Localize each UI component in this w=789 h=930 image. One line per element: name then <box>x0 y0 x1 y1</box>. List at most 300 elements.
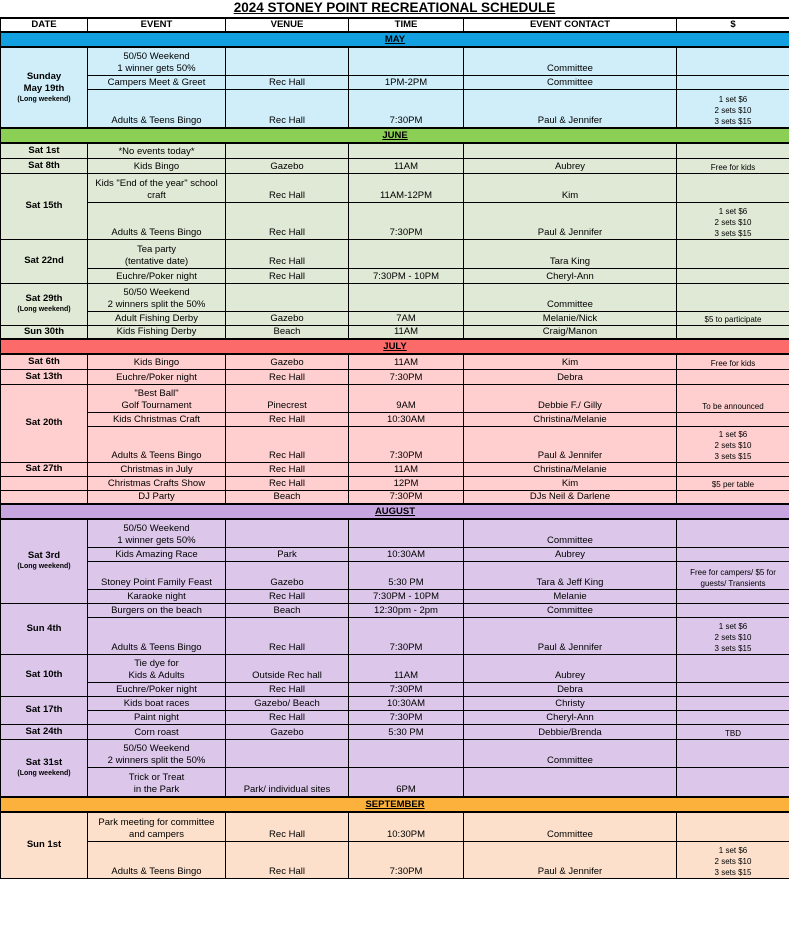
price-cell <box>677 173 789 202</box>
schedule-row <box>1 767 789 797</box>
price-cell: Free for kids <box>677 158 789 173</box>
month-header-row <box>1 797 789 812</box>
schedule-row <box>1 369 789 384</box>
event-cell <box>88 519 226 547</box>
time-cell: 7:30PM - 10PM <box>349 268 464 283</box>
date-cell <box>1 354 88 369</box>
time-cell <box>349 143 464 158</box>
contact-cell: Committee <box>464 603 677 617</box>
contact-cell: Paul & Jennifer <box>464 426 677 462</box>
long-weekend-note: (Long weekend) <box>17 563 71 571</box>
contact-cell <box>464 767 677 797</box>
event-cell: Euchre/Poker night <box>88 369 226 384</box>
cell-line: May 19th <box>23 82 65 94</box>
event-cell: Euchre/Poker night <box>88 682 226 696</box>
time-cell: 7:30PM <box>349 490 464 504</box>
time-cell <box>349 47 464 75</box>
date-cell <box>1 812 88 878</box>
cell-line: 1 set $6 <box>718 95 748 104</box>
schedule-row <box>1 283 789 311</box>
event-cell: Paint night <box>88 710 226 724</box>
date-cell <box>1 158 88 173</box>
contact-cell: Paul & Jennifer <box>464 617 677 654</box>
venue-cell: Gazebo <box>226 354 349 369</box>
event-cell <box>88 812 226 841</box>
event-cell: Karaoke night <box>88 589 226 603</box>
date-label: Sat 15th <box>25 200 63 211</box>
cell-line: Kids "End of the year" school <box>95 177 218 189</box>
date-label: Sat 29th <box>25 293 63 304</box>
schedule-title: 2024 STONEY POINT RECREATIONAL SCHEDULE <box>233 0 556 15</box>
contact-cell: Kim <box>464 354 677 369</box>
venue-cell: Rec Hall <box>226 589 349 603</box>
price-cell <box>677 143 789 158</box>
venue-cell: Rec Hall <box>226 462 349 476</box>
event-cell: Kids Christmas Craft <box>88 412 226 426</box>
venue-cell: Gazebo <box>226 311 349 325</box>
cell-line: Trick or Treat <box>128 772 185 783</box>
date-cell <box>1 603 88 654</box>
cell-line: 2 sets $10 <box>714 106 752 115</box>
time-cell: 7:30PM <box>349 202 464 239</box>
month-header-row <box>1 504 789 519</box>
price-cell <box>677 812 789 841</box>
schedule-row <box>1 476 789 490</box>
schedule-row <box>1 202 789 239</box>
date-label: Sat 1st <box>28 144 60 156</box>
time-cell: 10:30AM <box>349 547 464 561</box>
cell-line: 2 sets $10 <box>714 440 752 450</box>
price-cell <box>677 268 789 283</box>
event-cell <box>88 654 226 682</box>
contact-cell: Debra <box>464 369 677 384</box>
cell-line: guests/ Transients <box>700 578 766 588</box>
cell-line: Kids & Adults <box>128 669 185 681</box>
schedule-row <box>1 268 789 283</box>
event-cell: Burgers on the beach <box>88 603 226 617</box>
event-cell: Christmas in July <box>88 462 226 476</box>
time-cell: 10:30PM <box>349 812 464 841</box>
schedule-row <box>1 412 789 426</box>
date-cell <box>1 654 88 696</box>
date-label: Sat 27th <box>25 463 63 474</box>
venue-cell: Park/ individual sites <box>226 767 349 797</box>
contact-cell: Tara King <box>464 239 677 268</box>
date-label: Sat 20th <box>25 417 63 428</box>
price-cell: $5 per table <box>677 476 789 490</box>
venue-cell: Rec Hall <box>226 75 349 89</box>
time-cell: 7:30PM <box>349 841 464 878</box>
venue-cell: Rec Hall <box>226 268 349 283</box>
price-cell: TBD <box>677 724 789 739</box>
schedule-row <box>1 239 789 268</box>
schedule-row <box>1 354 789 369</box>
cell-line: 1 winner gets 50% <box>117 62 196 74</box>
venue-cell <box>226 519 349 547</box>
venue-cell: Gazebo/ Beach <box>226 696 349 710</box>
event-cell: Christmas Crafts Show <box>88 476 226 490</box>
date-cell <box>1 490 88 504</box>
schedule-row <box>1 384 789 412</box>
event-cell: Adults & Teens Bingo <box>88 617 226 654</box>
schedule-row <box>1 426 789 462</box>
price-cell <box>677 589 789 603</box>
date-cell <box>1 283 88 325</box>
date-label: Sat 17th <box>25 704 63 715</box>
cell-line: 1 set $6 <box>718 429 748 439</box>
event-cell <box>88 47 226 75</box>
venue-cell: Beach <box>226 325 349 339</box>
schedule-row <box>1 47 789 75</box>
contact-cell: Melanie/Nick <box>464 311 677 325</box>
event-cell: Kids Bingo <box>88 158 226 173</box>
event-cell: Adult Fishing Derby <box>88 311 226 325</box>
month-header: MAY <box>1 32 789 47</box>
cell-line: 3 sets $15 <box>714 867 752 877</box>
price-cell <box>677 426 789 462</box>
column-header-event: EVENT <box>88 18 226 32</box>
price-cell <box>677 490 789 504</box>
date-label: Sat 22nd <box>24 255 64 266</box>
price-cell <box>677 325 789 339</box>
cell-line: 1 set $6 <box>718 621 748 631</box>
time-cell: 5:30 PM <box>349 561 464 589</box>
date-label: Sun 4th <box>26 622 62 634</box>
date-label: Sun 30th <box>23 325 65 337</box>
date-label: Sat 3rd <box>27 550 61 562</box>
price-cell <box>677 89 789 128</box>
month-header-row <box>1 339 789 354</box>
venue-cell: Rec Hall <box>226 841 349 878</box>
contact-cell: Committee <box>464 812 677 841</box>
long-weekend-note: (Long weekend) <box>17 306 71 313</box>
time-cell: 7:30PM - 10PM <box>349 589 464 603</box>
event-cell <box>88 384 226 412</box>
long-weekend-note: (Long weekend) <box>17 95 71 103</box>
event-cell: Adults & Teens Bingo <box>88 426 226 462</box>
date-label: Sat 31st <box>25 756 63 768</box>
long-weekend-note: (Long weekend) <box>17 769 71 777</box>
date-cell <box>1 462 88 476</box>
date-cell <box>1 173 88 239</box>
time-cell: 1PM-2PM <box>349 75 464 89</box>
time-cell <box>349 239 464 268</box>
cell-line: Tie dye for <box>134 657 179 669</box>
time-cell: 7:30PM <box>349 426 464 462</box>
time-cell: 11AM <box>349 158 464 173</box>
price-cell <box>677 75 789 89</box>
price-cell <box>677 767 789 797</box>
schedule-row <box>1 519 789 547</box>
cell-line: 2 sets $10 <box>714 856 752 866</box>
time-cell: 7:30PM <box>349 617 464 654</box>
time-cell <box>349 519 464 547</box>
venue-cell: Rec Hall <box>226 617 349 654</box>
schedule-row <box>1 724 789 739</box>
price-cell: Free for kids <box>677 354 789 369</box>
time-cell: 11AM <box>349 325 464 339</box>
event-cell <box>88 739 226 767</box>
column-header-price: $ <box>677 18 789 32</box>
price-cell <box>677 369 789 384</box>
schedule-row <box>1 158 789 173</box>
cell-line: and campers <box>129 828 184 840</box>
contact-cell: Christy <box>464 696 677 710</box>
month-header: AUGUST <box>1 504 789 519</box>
schedule-row <box>1 696 789 710</box>
price-cell <box>677 283 789 311</box>
schedule-row <box>1 462 789 476</box>
price-cell <box>677 710 789 724</box>
venue-cell: Rec Hall <box>226 89 349 128</box>
venue-cell: Rec Hall <box>226 426 349 462</box>
column-header-date: DATE <box>1 18 88 32</box>
date-label: Sat 6th <box>28 355 60 367</box>
cell-line: 1 winner gets 50% <box>117 534 196 546</box>
date-cell <box>1 143 88 158</box>
contact-cell: Committee <box>464 75 677 89</box>
time-cell: 7:30PM <box>349 369 464 384</box>
column-header-time: TIME <box>349 18 464 32</box>
cell-line: 3 sets $15 <box>714 117 752 126</box>
event-cell: Kids Amazing Race <box>88 547 226 561</box>
event-cell <box>88 239 226 268</box>
month-header: JULY <box>1 339 789 354</box>
contact-cell: Christina/Melanie <box>464 462 677 476</box>
month-header: JUNE <box>1 128 789 143</box>
contact-cell: Paul & Jennifer <box>464 89 677 128</box>
contact-cell: Aubrey <box>464 547 677 561</box>
event-cell: *No events today* <box>88 143 226 158</box>
time-cell: 9AM <box>349 384 464 412</box>
cell-line: 1 set $6 <box>718 206 748 216</box>
venue-cell: Outside Rec hall <box>226 654 349 682</box>
contact-cell: DJs Neil & Darlene <box>464 490 677 504</box>
contact-cell: Committee <box>464 283 677 311</box>
price-cell <box>677 239 789 268</box>
contact-cell: Craig/Manon <box>464 325 677 339</box>
time-cell: 11AM <box>349 654 464 682</box>
date-cell <box>1 384 88 462</box>
schedule-row <box>1 325 789 339</box>
event-cell <box>88 767 226 797</box>
contact-cell: Paul & Jennifer <box>464 841 677 878</box>
venue-cell <box>226 739 349 767</box>
venue-cell: Rec Hall <box>226 412 349 426</box>
event-cell: Corn roast <box>88 724 226 739</box>
contact-cell: Christina/Melanie <box>464 412 677 426</box>
schedule-row <box>1 311 789 325</box>
time-cell: 11AM <box>349 354 464 369</box>
cell-line: 3 sets $15 <box>714 228 752 238</box>
venue-cell: Rec Hall <box>226 239 349 268</box>
contact-cell: Kim <box>464 476 677 490</box>
column-header-row <box>1 18 789 32</box>
column-header-contact: EVENT CONTACT <box>464 18 677 32</box>
event-cell: Euchre/Poker night <box>88 268 226 283</box>
cell-line: Tea party <box>136 243 177 255</box>
time-cell: 7:30PM <box>349 710 464 724</box>
contact-cell: Cheryl-Ann <box>464 710 677 724</box>
schedule-row <box>1 89 789 128</box>
date-cell <box>1 739 88 797</box>
time-cell: 11AM-12PM <box>349 173 464 202</box>
cell-line: in the Park <box>133 784 180 795</box>
schedule-table <box>0 17 789 879</box>
time-cell: 10:30AM <box>349 412 464 426</box>
contact-cell: Melanie <box>464 589 677 603</box>
schedule-row <box>1 682 789 696</box>
event-cell: Stoney Point Family Feast <box>88 561 226 589</box>
cell-line: Golf Tournament <box>121 399 192 411</box>
date-label: Sat 13th <box>25 370 63 382</box>
time-cell: 11AM <box>349 462 464 476</box>
schedule-row <box>1 812 789 841</box>
date-label: Sat 10th <box>25 669 63 680</box>
venue-cell: Rec Hall <box>226 710 349 724</box>
price-cell <box>677 617 789 654</box>
time-cell: 7:30PM <box>349 682 464 696</box>
schedule-row <box>1 841 789 878</box>
venue-cell: Pinecrest <box>226 384 349 412</box>
schedule-row <box>1 739 789 767</box>
contact-cell: Aubrey <box>464 654 677 682</box>
venue-cell: Rec Hall <box>226 476 349 490</box>
contact-cell: Committee <box>464 519 677 547</box>
price-cell <box>677 462 789 476</box>
price-cell <box>677 519 789 547</box>
date-cell <box>1 476 88 490</box>
cell-line: 2 sets $10 <box>714 632 752 642</box>
schedule-row <box>1 589 789 603</box>
date-cell <box>1 47 88 128</box>
contact-cell: Committee <box>464 739 677 767</box>
date-cell <box>1 325 88 339</box>
cell-line: Park meeting for committee <box>98 816 215 828</box>
event-cell <box>88 283 226 311</box>
contact-cell: Debbie/Brenda <box>464 724 677 739</box>
price-cell <box>677 696 789 710</box>
column-header-venue: VENUE <box>226 18 349 32</box>
event-cell: Adults & Teens Bingo <box>88 841 226 878</box>
time-cell: 6PM <box>349 767 464 797</box>
event-cell <box>88 173 226 202</box>
event-cell: Kids boat races <box>88 696 226 710</box>
contact-cell: Committee <box>464 47 677 75</box>
venue-cell <box>226 143 349 158</box>
venue-cell: Rec Hall <box>226 173 349 202</box>
schedule-row <box>1 490 789 504</box>
contact-cell: Cheryl-Ann <box>464 268 677 283</box>
schedule-row <box>1 547 789 561</box>
price-cell: To be announced <box>677 384 789 412</box>
cell-line: craft <box>147 189 166 201</box>
schedule-row <box>1 603 789 617</box>
date-label: Sun 1st <box>26 839 62 851</box>
month-header-row <box>1 32 789 47</box>
price-cell <box>677 47 789 75</box>
date-cell <box>1 724 88 739</box>
schedule-row <box>1 173 789 202</box>
date-cell <box>1 239 88 283</box>
cell-line: 3 sets $15 <box>714 643 752 653</box>
schedule-row <box>1 617 789 654</box>
venue-cell: Rec Hall <box>226 202 349 239</box>
venue-cell: Beach <box>226 490 349 504</box>
cell-line: (tentative date) <box>124 255 189 267</box>
event-cell: DJ Party <box>88 490 226 504</box>
time-cell: 7:30PM <box>349 89 464 128</box>
venue-cell: Gazebo <box>226 158 349 173</box>
venue-cell: Beach <box>226 603 349 617</box>
contact-cell: Aubrey <box>464 158 677 173</box>
time-cell: 12PM <box>349 476 464 490</box>
date-label: Sat 24th <box>25 725 63 737</box>
event-cell: Campers Meet & Greet <box>88 75 226 89</box>
cell-line: "Best Ball" <box>134 387 179 399</box>
time-cell: 7AM <box>349 311 464 325</box>
event-cell: Kids Bingo <box>88 354 226 369</box>
cell-line: 50/50 Weekend <box>123 522 190 534</box>
event-cell: Adults & Teens Bingo <box>88 89 226 128</box>
venue-cell: Gazebo <box>226 724 349 739</box>
cell-line: Sunday <box>26 70 62 82</box>
cell-line: 2 sets $10 <box>714 217 752 227</box>
schedule-row <box>1 710 789 724</box>
schedule-row <box>1 561 789 589</box>
cell-line: 2 winners split the 50% <box>107 298 206 310</box>
contact-cell <box>464 143 677 158</box>
time-cell <box>349 739 464 767</box>
price-cell <box>677 412 789 426</box>
price-cell <box>677 603 789 617</box>
cell-line: 50/50 Weekend <box>123 742 190 754</box>
price-cell <box>677 654 789 682</box>
venue-cell: Rec Hall <box>226 812 349 841</box>
contact-cell: Tara & Jeff King <box>464 561 677 589</box>
venue-cell: Rec Hall <box>226 682 349 696</box>
contact-cell: Debra <box>464 682 677 696</box>
schedule-row <box>1 143 789 158</box>
date-cell <box>1 519 88 603</box>
month-header-row <box>1 128 789 143</box>
cell-line: 50/50 Weekend <box>123 286 190 298</box>
contact-cell: Paul & Jennifer <box>464 202 677 239</box>
cell-line: 3 sets $15 <box>714 451 752 461</box>
price-cell <box>677 841 789 878</box>
cell-line: 1 set $6 <box>718 845 748 855</box>
date-cell <box>1 369 88 384</box>
contact-cell: Debbie F./ Gilly <box>464 384 677 412</box>
time-cell: 10:30AM <box>349 696 464 710</box>
time-cell: 5:30 PM <box>349 724 464 739</box>
month-header: SEPTEMBER <box>1 797 789 812</box>
venue-cell <box>226 283 349 311</box>
price-cell: $5 to participate <box>677 311 789 325</box>
event-cell: Kids Fishing Derby <box>88 325 226 339</box>
date-label: Sat 8th <box>28 159 60 171</box>
venue-cell: Gazebo <box>226 561 349 589</box>
time-cell <box>349 283 464 311</box>
event-cell: Adults & Teens Bingo <box>88 202 226 239</box>
time-cell: 12:30pm - 2pm <box>349 603 464 617</box>
cell-line: Free for campers/ $5 for <box>690 567 776 577</box>
price-cell <box>677 547 789 561</box>
venue-cell: Rec Hall <box>226 369 349 384</box>
price-cell <box>677 561 789 589</box>
venue-cell: Park <box>226 547 349 561</box>
schedule-row <box>1 75 789 89</box>
